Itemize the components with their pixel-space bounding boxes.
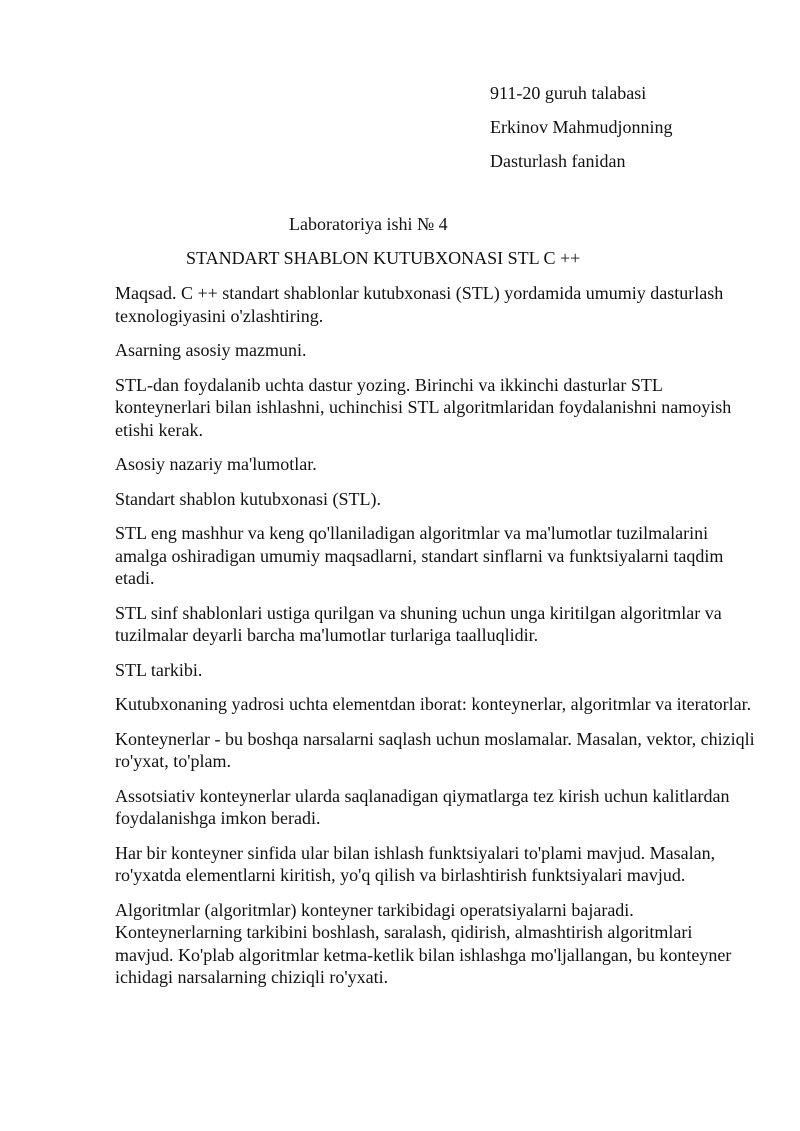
paragraph: Standart shablon kutubxonasi (STL). [115,488,381,509]
paragraph: STL eng mashhur va keng qo'llaniladigan algoritmlar va ma'lumotlar tuzilmalarini amalga oshiradigan umumiy maqsadlarni, standart sinflarni va funktsiyalarni taqdim etadi. [115,523,724,588]
student-name: Erkinov Mahmudjonning [490,117,673,137]
author-header [490,76,673,178]
document-title: STANDART SHABLON KUTUBXONASI STL C ++ [186,248,581,268]
paragraph: STL sinf shablonlari ustiga qurilgan va shuning uchun unga kiritilgan algoritmlar va tuzilmalar deyarli barcha ma'lumotlar turlariga taalluqlidir. [115,602,722,645]
paragraph: Asosiy nazariy ma'lumotlar. [115,454,317,474]
paragraph: Kutubxonaning yadrosi uchta elementdan iborat: konteynerlar, algoritmlar va iteratorlar. [115,694,752,714]
paragraph: Algoritmlar (algoritmlar) konteyner tarkibidagi operatsiyalarni bajaradi. Konteynerlarning tarkibini boshlash, saralash, qidirish, almashtirish algoritmlari mavjud. Ko'plab algoritmlar ketma-ketlik bilan ishlashga mo'ljallangan, bu konteyner ichidagi narsalarning chiziqli ro'yxati. [115,899,732,987]
document-body [115,282,755,1001]
paragraph: STL tarkibi. [115,659,203,680]
paragraph: Har bir konteyner sinfida ular bilan ishlash funktsiyalari to'plami mavjud. Masalan, ro'yxatda elementlarni kiritish, yo'q qilish va birlashtirish funktsiyalari mavjud. [115,842,716,885]
student-group: 911-20 guruh talabasi [490,83,647,103]
paragraph: STL-dan foydalanib uchta dastur yozing. Birinchi va ikkinchi dasturlar STL konteynerlari bilan ishlashni, uchinchisi STL algoritmlaridan foydalanishni namoyish etishi kerak. [115,374,732,440]
lab-number-heading: Laboratoriya ishi № 4 [289,214,448,234]
paragraph: Konteynerlar - bu boshqa narsalarni saqlash uchun moslamalar. Masalan, vektor, chiziqli ro'yxat, to'plam. [115,728,755,771]
subject-name: Dasturlash fanidan [490,151,626,171]
paragraph: Assotsiativ konteynerlar ularda saqlanadigan qiymatlarga tez kirish uchun kalitlardan foydalanishga imkon beradi. [115,785,730,828]
paragraph: Maqsad. C ++ standart shablonlar kutubxonasi (STL) yordamida umumiy dasturlash texnologiyasini o'zlashtiring. [115,283,724,326]
paragraph: Asarning asosiy mazmuni. [115,340,307,360]
